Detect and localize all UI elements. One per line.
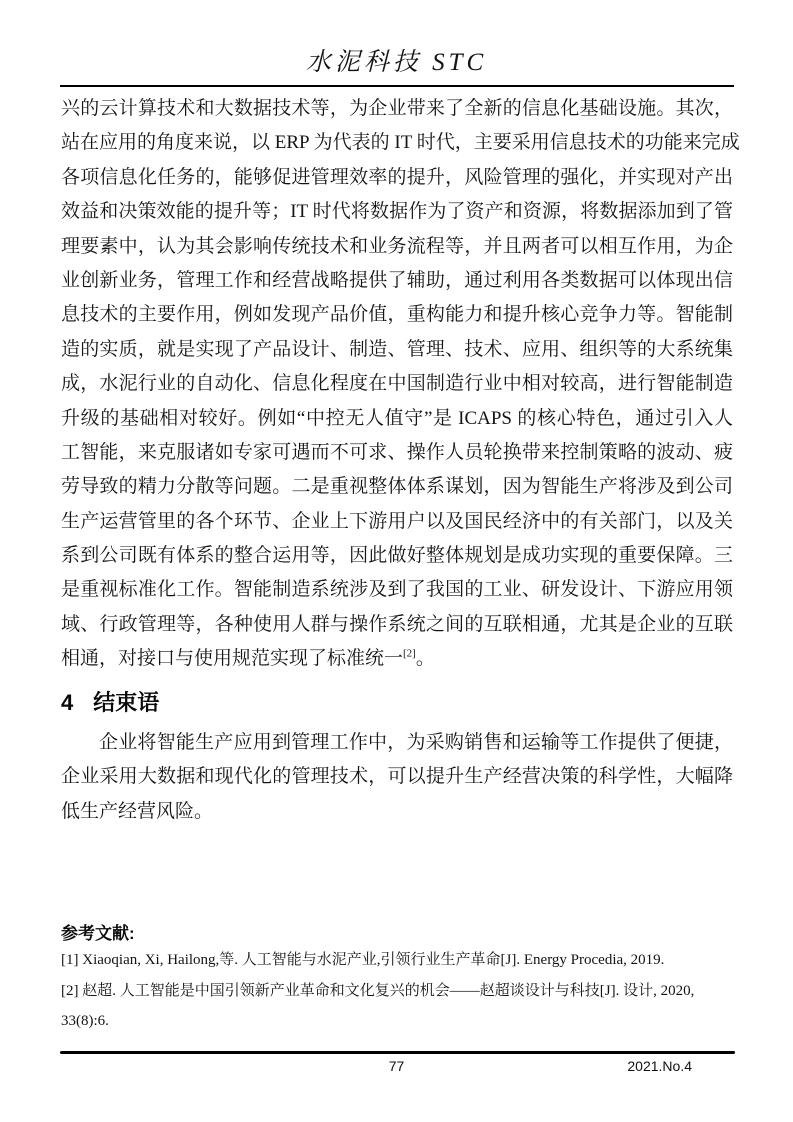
text-line: 是重视标准化工作。智能制造系统涉及到了我国的工业、研发设计、下游应用领 xyxy=(61,579,733,601)
text-line: 升级的基础相对较好。例如“中控无人值守”是 ICAPS 的核心特色，通过引入人 xyxy=(61,407,733,429)
footer-rule xyxy=(60,1051,735,1054)
text-segment: 相通，对接口与使用规范实现了标准统一 xyxy=(61,648,404,670)
section-number: 4 xyxy=(61,690,74,715)
text-line: 各项信息化任务的，能够促进管理效率的提升，风险管理的强化，并实现对产出 xyxy=(61,166,733,188)
citation-superscript: [2] xyxy=(403,647,416,660)
references-list xyxy=(61,945,733,1037)
text-line: 理要素中，认为其会影响传统技术和业务流程等，并且两者可以相互作用，为企 xyxy=(61,235,733,257)
text-line: 成，水泥行业的自动化、信息化程度在中国制造行业中相对较高，进行智能制造 xyxy=(61,373,733,395)
text-line: 业创新业务，管理工作和经营战略提供了辅助，通过利用各类数据可以体现出信 xyxy=(61,269,733,291)
text-line: 息技术的主要作用，例如发现产品价值，重构能力和提升核心竞争力等。智能制 xyxy=(61,304,733,326)
page-number: 77 xyxy=(388,1058,405,1074)
journal-title: 水泥科技 STC xyxy=(305,49,488,76)
references-heading: 参考文献: xyxy=(61,924,135,943)
header-rule xyxy=(60,85,734,87)
conclusion-paragraph xyxy=(61,726,733,829)
reference-entry: 33(8):6. xyxy=(61,1013,109,1029)
text-line: 系到公司既有体系的整合运用等，因此做好整体规划是成功实现的重要保障。三 xyxy=(61,545,733,567)
text-line: 生产运营管里的各个环节、企业上下游用户以及国民经济中的有关部门，以及关 xyxy=(61,510,733,532)
paragraph-continuation xyxy=(61,92,740,677)
text-line: 工智能，来克服诸如专家可遇而不可求、操作人员轮换带来控制策略的波动、疲 xyxy=(61,441,733,463)
section-title: 结束语 xyxy=(93,690,160,715)
text-line: 兴的云计算技术和大数据技术等，为企业带来了全新的信息化基础设施。其次， xyxy=(61,98,733,119)
reference-entry: [2] 赵超. 人工智能是中国引领新产业革命和文化复兴的机会——赵超谈设计与科技[J]. 设计, 2020, xyxy=(61,982,695,999)
issue-number: 2021.No.4 xyxy=(627,1058,692,1074)
text-line: 效益和决策效能的提升等；IT 时代将数据作为了资产和资源，将数据添加到了管 xyxy=(61,201,733,223)
section-heading xyxy=(61,686,159,717)
text-line: 企业将智能生产应用到管理工作中，为采购销售和运输等工作提供了便捷， xyxy=(99,732,733,753)
reference-entry: [1] Xiaoqian, Xi, Hailong,等. 人工智能与水泥产业,引领行业生产革命[J]. Energy Procedia, 2019. xyxy=(61,952,665,968)
text-line: 企业采用大数据和现代化的管理技术，可以提升生产经营决策的科学性，大幅降 xyxy=(61,766,733,788)
text-line: 低生产经营风险。 xyxy=(61,800,214,822)
text-segment: 。 xyxy=(415,648,435,670)
text-line: 造的实质，就是实现了产品设计、制造、管理、技术、应用、组织等的大系统集 xyxy=(61,338,733,360)
text-line xyxy=(61,642,733,676)
text-line: 劳导致的精力分散等问题。二是重视整体体系谋划，因为智能生产将涉及到公司 xyxy=(61,476,733,498)
text-line: 域、行政管理等，各种使用人群与操作系统之间的互联相通，尤其是企业的互联 xyxy=(61,613,733,635)
text-line: 站在应用的角度来说，以 ERP 为代表的 IT 时代，主要采用信息技术的功能来完成 xyxy=(61,132,740,154)
